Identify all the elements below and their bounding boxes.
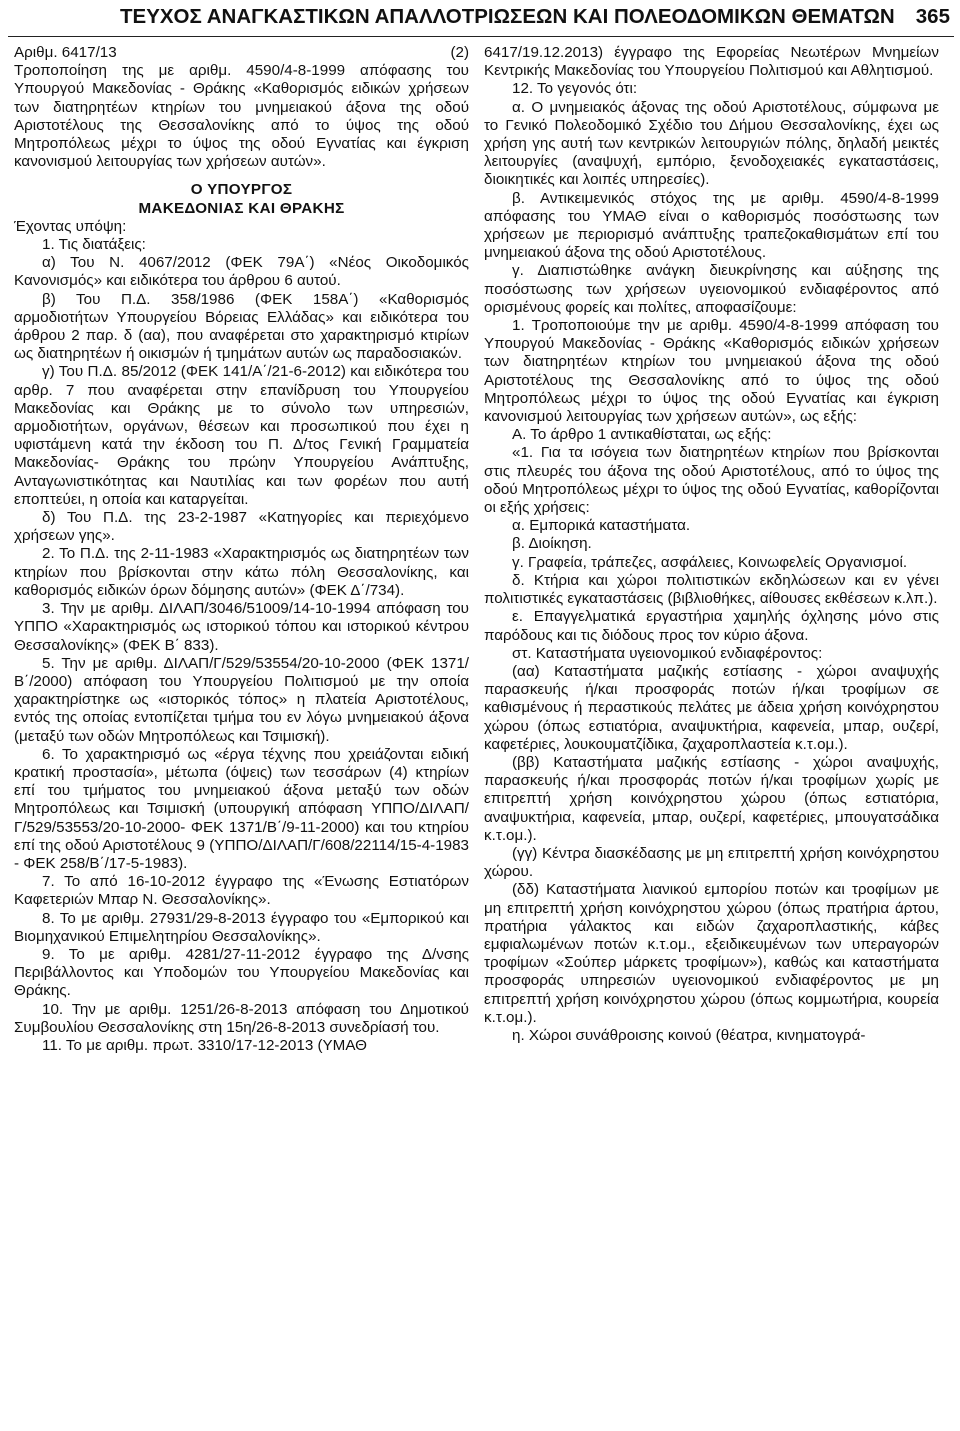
- journal-title: ΤΕΥΧΟΣ ΑΝΑΓΚΑΣΤΙΚΩΝ ΑΠΑΛΛΟΤΡΙΩΣΕΩΝ ΚΑΙ ΠΟΛΕΟΔΟΜΙΚΩΝ ΘΕΜΑΤΩΝ: [120, 5, 895, 28]
- header-rule: [8, 36, 954, 37]
- paragraph: (γγ) Κέντρα διασκέδασης με μη επιτρεπτή χρήση κοινόχρηστου χώρου.: [484, 844, 939, 881]
- paragraph: α. Ο μνημειακός άξονας της οδού Αριστοτέλους, σύμφωνα με το Γενικό Πολεοδομικό Σχέδιο του Δήμου Θεσσαλονίκης, έχει ως χρήση γης αυτή των κεντρικών λειτουργιών πόλης, δηλαδή μεικτές λειτουργίες (αναψυχή, εμπόριο, ξενοδοχειακές εγκαταστάσεις, διοικητικές και λοιπές υπηρεσίες).: [484, 98, 939, 189]
- paragraph: δ. Κτήρια και χώροι πολιτιστικών εκδηλώσεων και εν γένει πολιτιστικές εγκαταστάσεις (βιβλιοθήκες, αίθουσες εκθέσεων κ.λπ.).: [484, 571, 939, 608]
- paragraph: 1. Τροποποιούμε την με αριθμ. 4590/4-8-1999 απόφαση του Υπουργού Μακεδονίας - Θράκης «Καθορισμός ειδικών χρήσεων των διατηρητέων κτηρίων του μνημειακού άξονα της οδού Αριστοτέλους της Θεσσαλονίκης από το ύψος της οδού Μητροπόλεως μέχρι το ύψος της οδού Εγνατίας και έγκριση κανονισμού λειτουργίας των χρήσεων αυτών», ως εξής:: [484, 317, 939, 426]
- paragraph: «1. Για τα ισόγεια των διατηρητέων κτηρίων που βρίσκονται στις πλευρές του άξονα της οδού Αριστοτέλους, από το ύψος της οδού Μητροπόλεως μέχρι το ύψος της οδού Εγνατίας, καθορίζονται οι εξής χρήσεις:: [484, 444, 939, 517]
- paragraph: γ. Γραφεία, τράπεζες, ασφάλειες, Κοινωφελείς Οργανισμοί.: [512, 553, 908, 571]
- right-column: [484, 44, 939, 1045]
- paragraph: δ) Του Π.Δ. της 23-2-1987 «Κατηγορίες και περιεχόμενο χρήσεων γης».: [14, 509, 469, 545]
- paragraph: γ) Του Π.Δ. 85/2012 (ΦΕΚ 141/Α΄/21-6-2012) και ειδικότερα του αρθρ. 7 που αναφέρεται στην επανίδρυση του Υπουργείου Μακεδονίας και Θράκης με το σύνολο των υπηρεσιών, αρμοδιοτήτων, οργάνων, θέσεων και προσωπικού που έχει η υφιστάμενη κατά την έκδοση του Π. Δ/τος Γενική Γραμματεία Μακεδονίας- Θράκης του πρώην Υπουργείου Ανάπτυξης, Ανταγωνιστικότητας και Ναυτιλίας και των φορέων που αυτή εποπτεύει, η οποία και καταργείται.: [14, 363, 469, 508]
- paragraph: α) Του Ν. 4067/2012 (ΦΕΚ 79Α΄) «Νέος Οικοδομικός Κανονισμός» και ειδικότερα του άρθρου 6 αυτού.: [14, 254, 469, 290]
- paragraph: 8. Το με αριθμ. 27931/29-8-2013 έγγραφο του «Εμπορικού και Βιομηχανικού Επιμελητηρίου Θεσσαλονίκης».: [14, 909, 469, 945]
- paragraph: Έχοντας υπόψη:: [14, 217, 127, 235]
- paragraph: 7. Το από 16-10-2012 έγγραφο της «Ένωσης Εστιατόρων Καφετεριών Μπαρ Ν. Θεσσαλονίκης».: [14, 873, 469, 909]
- paragraph: β) Του Π.Δ. 358/1986 (ΦΕΚ 158Α΄) «Καθορισμός αρμοδιοτήτων Υπουργείου Βόρειας Ελλάδας» και ειδικότερα του άρθρου 2 παρ. δ (αα), που αναφέρεται στο χαρακτηρισμό κτιρίων ως διατηρητέων ή οικισμών ή τμημάτων αυτών ως παραδοσιακών.: [14, 290, 469, 363]
- decision-sequence: (2): [450, 44, 469, 61]
- paragraph: 2. Το Π.Δ. της 2-11-1983 «Χαρακτηρισμός ως διατηρητέων των κτηρίων που βρίσκονται στην κάτω πόλη Θεσσαλονίκης, και καθορισμός ειδικών όρων δόμησης αυτών» (ΦΕΚ Δ΄/734).: [14, 545, 469, 599]
- paragraph: 6. Το χαρακτηρισμό ως «έργα τέχνης που χρειάζονται ειδική κρατική προστασία», μέτωπα (όψεις) των τεσσάρων (4) κτηρίων επί του τμήματος του μνημειακού άξονα μεταξύ των οδών Μητροπόλεως και Τσιμισκή (υπουργική απόφαση ΥΠΠΟ/ΔΙΛΑΠ/Γ/529/53553/20-10-2000- ΦΕΚ 1371/Β΄/9-11-2000) και του κτηρίου επί της οδού Αριστοτέλους 9 (ΥΠΠΟ/ΔΙΛΑΠ/Γ/608/22114/15-4-1983 - ΦΕΚ 258/Β΄/17-5-1983).: [14, 745, 469, 872]
- page-number: 365: [915, 5, 950, 28]
- decision-number: Αριθμ. 6417/13: [14, 44, 117, 61]
- paragraph: (ββ) Καταστήματα μαζικής εστίασης - χώροι αναψυχής, παρασκευής ή/και προσφοράς ποτών ή/και τροφίμων χωρίς με επιτρεπτή χρήση κοινόχρηστου χώρου (όπως εστιατόρια, αναψυκτήρια, καφενεία, μπαρ, ουζερί, καφετέριες, μπουγατσάδικα κ.τ.ομ.).: [484, 753, 939, 844]
- paragraph: 9. Το με αριθμ. 4281/27-11-2012 έγγραφο της Δ/νσης Περιβάλλοντος και Υποδομών του Υπουργείου Μακεδονίας και Θράκης.: [14, 945, 469, 1000]
- decision-heading: [14, 44, 469, 62]
- paragraph: α. Εμπορικά καταστήματα.: [512, 517, 691, 535]
- paragraph: 11. Το με αριθμ. πρωτ. 3310/17-12-2013 (ΥΜΑΘ: [42, 1036, 367, 1054]
- minister-title-2: ΜΑΚΕΔΟΝΙΑΣ ΚΑΙ ΘΡΑΚΗΣ: [138, 199, 345, 217]
- paragraph: 10. Την με αριθμ. 1251/26-8-2013 απόφαση του Δημοτικού Συμβουλίου Θεσσαλονίκης στη 15η/26-8-2013 συνεδρίασή του.: [14, 1000, 469, 1036]
- paragraph: β. Διοίκηση.: [512, 535, 592, 553]
- paragraph: 12. Το γεγονός ότι:: [512, 80, 638, 98]
- paragraph: 5. Την με αριθμ. ΔΙΛΑΠ/Γ/529/53554/20-10-2000 (ΦΕΚ 1371/Β΄/2000) απόφαση του Υπουργείου Πολιτισμού με την οποία χαρακτηρίστηκε ως «ιστορικός τόπος» η πλατεία Αριστοτέλους, εντός της οποίας εντοπίζεται τμήμα του εν λόγω μνημειακού άξονα (μεταξύ των οδών Μητροπόλεως και Τσιμισκή).: [14, 654, 469, 745]
- paragraph: στ. Καταστήματα υγειονομικού ενδιαφέροντος:: [512, 644, 823, 662]
- paragraph: 6417/19.12.2013) έγγραφο της Εφορείας Νεωτέρων Μνημείων Κεντρικής Μακεδονίας του Υπουργείου Πολιτισμού και Αθλητισμού.: [484, 44, 939, 80]
- paragraph: η. Χώροι συνάθροισης κοινού (θέατρα, κινηματογρά-: [512, 1026, 866, 1044]
- paragraph: ε. Επαγγελματικά εργαστήρια χαμηλής όχλησης μόνο στις παρόδους και τις διόδους προς τον κύριο άξονα.: [484, 608, 939, 644]
- paragraph: (αα) Καταστήματα μαζικής εστίασης - χώροι αναψυχής παρασκευής ή/και προσφοράς ποτών ή/και τροφίμων σε καθισμένους ή περαστικούς πελάτες με άδεια χρήση κοινόχρηστου χώρου (όπως εστιατόρια, αναψυκτήρια, καφενεία, μπαρ, ουζερί, καφετέριες, λουκουματζίδικα, ζαχαροπλαστεία κ.τ.ομ.).: [484, 662, 939, 753]
- paragraph: (δδ) Καταστήματα λιανικού εμπορίου ποτών και τροφίμων με μη επιτρεπτή χρήση κοινόχρηστου χώρου (όπως πρατήρια άρτου, πρατήρια γάλακτος και ειδών ζαχαροπλαστικής, κάβες εμφιαλωμένων ποτών κ.τ.ομ., εξειδικευμένων των υπεραγορών τροφίμων «Σούπερ μάρκετς τροφίμων»), καθώς και καταστήματα προσφοράς υπηρεσιών υγειονομικού ενδιαφέροντος με μη επιτρεπτή χρήση κοινόχρηστου χώρου (όπως κομμωτήρια, κουρεία κ.τ.ομ.).: [484, 881, 939, 1026]
- paragraph: β. Αντικειμενικός στόχος της με αριθμ. 4590/4-8-1999 απόφασης του ΥΜΑΘ είναι ο καθορισμός ποσόστωσης των χρήσεων με περιορισμό ανάπτυξης τραπεζοκαθισμάτων επί του μνημειακού άξονα της οδού Αριστοτέλους.: [484, 189, 939, 262]
- decision-intro: Τροποποίηση της με αριθμ. 4590/4-8-1999 απόφασης του Υπουργού Μακεδονίας - Θράκης «Καθορισμός ειδικών χρήσεων των διατηρητέων κτηρίων του μνημειακού άξονα της οδού Αριστοτέλους της Θεσσαλονίκης από το ύψος της οδού Μητροπόλεως μέχρι το ύψος της οδού Εγνατίας και έγκριση κανονισμού λειτουργίας των χρήσεων αυτών».: [14, 62, 469, 171]
- page-header: [10, 0, 954, 34]
- minister-title-1: Ο ΥΠΟΥΡΓΟΣ: [190, 181, 293, 199]
- paragraph: Α. Το άρθρο 1 αντικαθίσταται, ως εξής:: [512, 426, 772, 444]
- paragraph: γ. Διαπιστώθηκε ανάγκη διευκρίνησης και αύξησης της ποσόστωσης των χρήσεων υγειονομικού ενδιαφέροντος από ορισμένους φορείς και πολίτες, αποφασίζουμε:: [484, 262, 939, 316]
- left-column: [14, 44, 469, 1055]
- paragraph: 1. Τις διατάξεις:: [42, 236, 146, 254]
- paragraph: 3. Την με αριθμ. ΔΙΛΑΠ/3046/51009/14-10-1994 απόφαση του ΥΠΠΟ «Χαρακτηρισμός ως ιστορικού τόπου και ιστορικού κέντρου Θεσσαλονίκης» (ΦΕΚ Β΄ 833).: [14, 600, 469, 654]
